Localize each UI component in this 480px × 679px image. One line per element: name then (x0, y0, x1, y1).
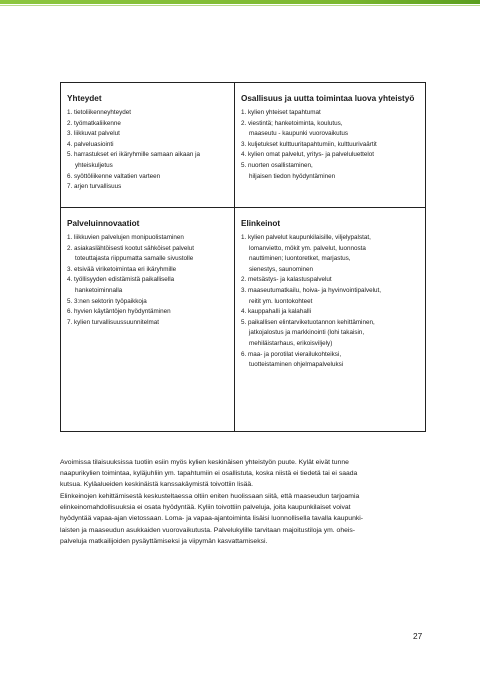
cell-title-yhteydet: Yhteydet (67, 94, 102, 103)
list-item (67, 119, 234, 130)
list-osallisuus (241, 108, 425, 182)
list-item (241, 307, 425, 318)
paragraph-line: laisten ja maaseudun asukkaiden vuorovaikutusta. Palvelukylille tarvitaan majoitustiloja ym. oheis- (60, 526, 356, 534)
list-item-text: 2. asiakaslähtöisesti kootut sähköiset palvelut (67, 244, 195, 252)
list-item-continuation: sienestys, saunominen (249, 265, 314, 273)
list-item-text: 4. palveluasiointi (67, 140, 114, 148)
list-item-text: 1. kylien palvelut kaupunkilaisille, viljelypalstat, (241, 234, 371, 241)
list-item (241, 275, 425, 286)
list-item-continuation: hiljaisen tiedon hyödyntäminen (249, 172, 336, 180)
list-item-text: 5. paikallisen elintarviketuotannon kehittäminen, (241, 318, 375, 326)
paragraph-cooperation (60, 457, 426, 491)
page-number: 27 (413, 631, 423, 641)
list-item-continuation: nauttiminen; luontoretket, marjastus, (249, 255, 351, 263)
list-item-continuation: hanketoiminnalla (75, 286, 123, 294)
paragraph-line: palveluja matkailijoiden pysäyttämiseksi ja viipymän kasvattamiseksi. (60, 537, 268, 545)
list-item (67, 265, 234, 276)
list-item-continuation: yhteiskuljetus (75, 161, 113, 169)
list-palveluinnovaatiot (67, 233, 234, 328)
list-item-continuation: tuotteistaminen ohjelmapalveluksi (249, 361, 344, 369)
list-item-continuation: maaseutu - kaupunki vuorovaikutus (249, 130, 349, 138)
list-item-text: 7. arjen turvallisuus (67, 183, 122, 191)
list-item (241, 233, 425, 275)
list-item (67, 172, 234, 183)
list-item (67, 318, 234, 329)
paragraph-line: Elinkeinojen kehittämisestä keskusteltaessa oltiin eniten huolissaan siitä, että maaseudun tarjoamia (60, 493, 360, 500)
list-item-text: 5. nuorten osallistaminen, (241, 161, 313, 169)
list-item-text: 2. metsästys- ja kalastuspalvelut (241, 276, 332, 284)
cell-title-elinkeinot: Elinkeinot (241, 219, 281, 228)
list-item (67, 140, 234, 151)
paragraph-line: Avoimissa tilaisuuksissa tuotiin esiin myös kylien keskinäisen yhteistyön puute. Kylät eivät tunne (60, 459, 349, 466)
list-item (241, 119, 425, 140)
summary-table (60, 82, 426, 432)
list-elinkeinot (241, 233, 425, 371)
list-item-continuation: mehiläistarhaus, erikoisviljely) (249, 339, 333, 347)
list-item-continuation: toteuttajasta riippumatta samalle sivustolle (75, 255, 194, 263)
paragraph-line: elinkeinomahdollisuuksia ei osata hyödyntää. Kyliin toivottiin palveluja, joita kaupunkilaiset voivat (60, 504, 351, 512)
list-item-text: 5. 3:nen sektorin työpaikkoja (67, 297, 147, 305)
list-item (67, 108, 234, 119)
list-item-text: 1. kylien yhteiset tapahtumat (241, 109, 321, 116)
list-yhteydet (67, 108, 234, 193)
cell-osallisuus (235, 83, 425, 208)
list-item-text: 3. kuljetukset kulttuuritapahtumiin, kulttuurivaärtit (241, 140, 377, 148)
list-item (241, 161, 425, 182)
list-item-text: 3. etsivää viriketoimintaa eri ikäryhmille (67, 265, 177, 273)
list-item (67, 150, 234, 171)
paragraph-line: hyödyntää vapaa-ajan vietossaan. Loma- ja vapaa-ajantoiminta lisäisi luonnollisella tavalla kaupunki- (60, 515, 364, 523)
paragraph-line: kutsua. Kyläalueiden keskinäistä kanssakäymistä toivottiin lisää. (60, 481, 254, 489)
list-item (67, 275, 234, 296)
list-item-text: 4. kauppahalli ja kalahalli (241, 308, 312, 316)
list-item-text: 3. maaseutumatkailu, hoiva- ja hyvinvointipalvelut, (241, 286, 382, 294)
list-item (241, 108, 425, 119)
cell-yhteydet (61, 83, 235, 208)
list-item (241, 350, 425, 371)
header-accent-line (0, 5, 480, 6)
list-item-text: 5. harrastukset eri ikäryhmille samaan aikaan ja (67, 151, 200, 159)
header-accent-bar (0, 0, 480, 4)
list-item-text: 6. hyvien käytäntöjen hyödyntäminen (67, 308, 171, 316)
list-item (67, 182, 234, 193)
list-item-text: 2. viestintä; hanketoiminta, koulutus, (241, 119, 343, 127)
list-item-text: 6. syöttöliikenne valtatien varteen (67, 172, 161, 180)
list-item-continuation: jatkojalostus ja markkinointi (lohi takaisin, (249, 329, 365, 337)
list-item (241, 318, 425, 350)
list-item-text: 3. liikkuvat palvelut (67, 130, 120, 138)
list-item (241, 286, 425, 307)
cell-title-osallisuus: Osallisuus ja uutta toimintaa luova yhteistyö (241, 94, 415, 103)
list-item (67, 244, 234, 265)
list-item (241, 150, 425, 161)
paragraph-livelihoods (60, 491, 426, 547)
list-item (241, 140, 425, 151)
cell-title-palveluinnovaatiot: Palveluinnovaatiot (67, 219, 140, 228)
list-item (67, 297, 234, 308)
list-item-text: 4. työllisyyden edistämistä paikallisella (67, 276, 175, 284)
list-item-text: 7. kylien turvallisuussuunnitelmat (67, 318, 160, 326)
list-item-text: 1. tietoliikenneyhteydet (67, 109, 132, 116)
list-item-text: 1. liikkuvien palvelujen monipuolistaminen (67, 234, 184, 241)
list-item-text: 4. kylien omat palvelut, yritys- ja palveluluettelot (241, 151, 374, 159)
list-item (67, 233, 234, 244)
list-item-text: 6. maa- ja porotilat vierailukohteiksi, (241, 350, 342, 358)
paragraph-line: naapurikylien toimintaa, kyläjuhliin ym. tapahtumiin ei osallistuta, koska niistä ei tiedetä tai ei saada (60, 470, 358, 478)
list-item (67, 307, 234, 318)
list-item (67, 129, 234, 140)
list-item-text: 2. työmatkaliikenne (67, 119, 121, 127)
list-item-continuation: reitit ym. luontokohteet (249, 297, 313, 305)
cell-elinkeinot (235, 208, 425, 431)
cell-palveluinnovaatiot (61, 208, 235, 431)
list-item-continuation: lomanvietto, mökit ym. palvelut, luonnosta (249, 244, 366, 252)
